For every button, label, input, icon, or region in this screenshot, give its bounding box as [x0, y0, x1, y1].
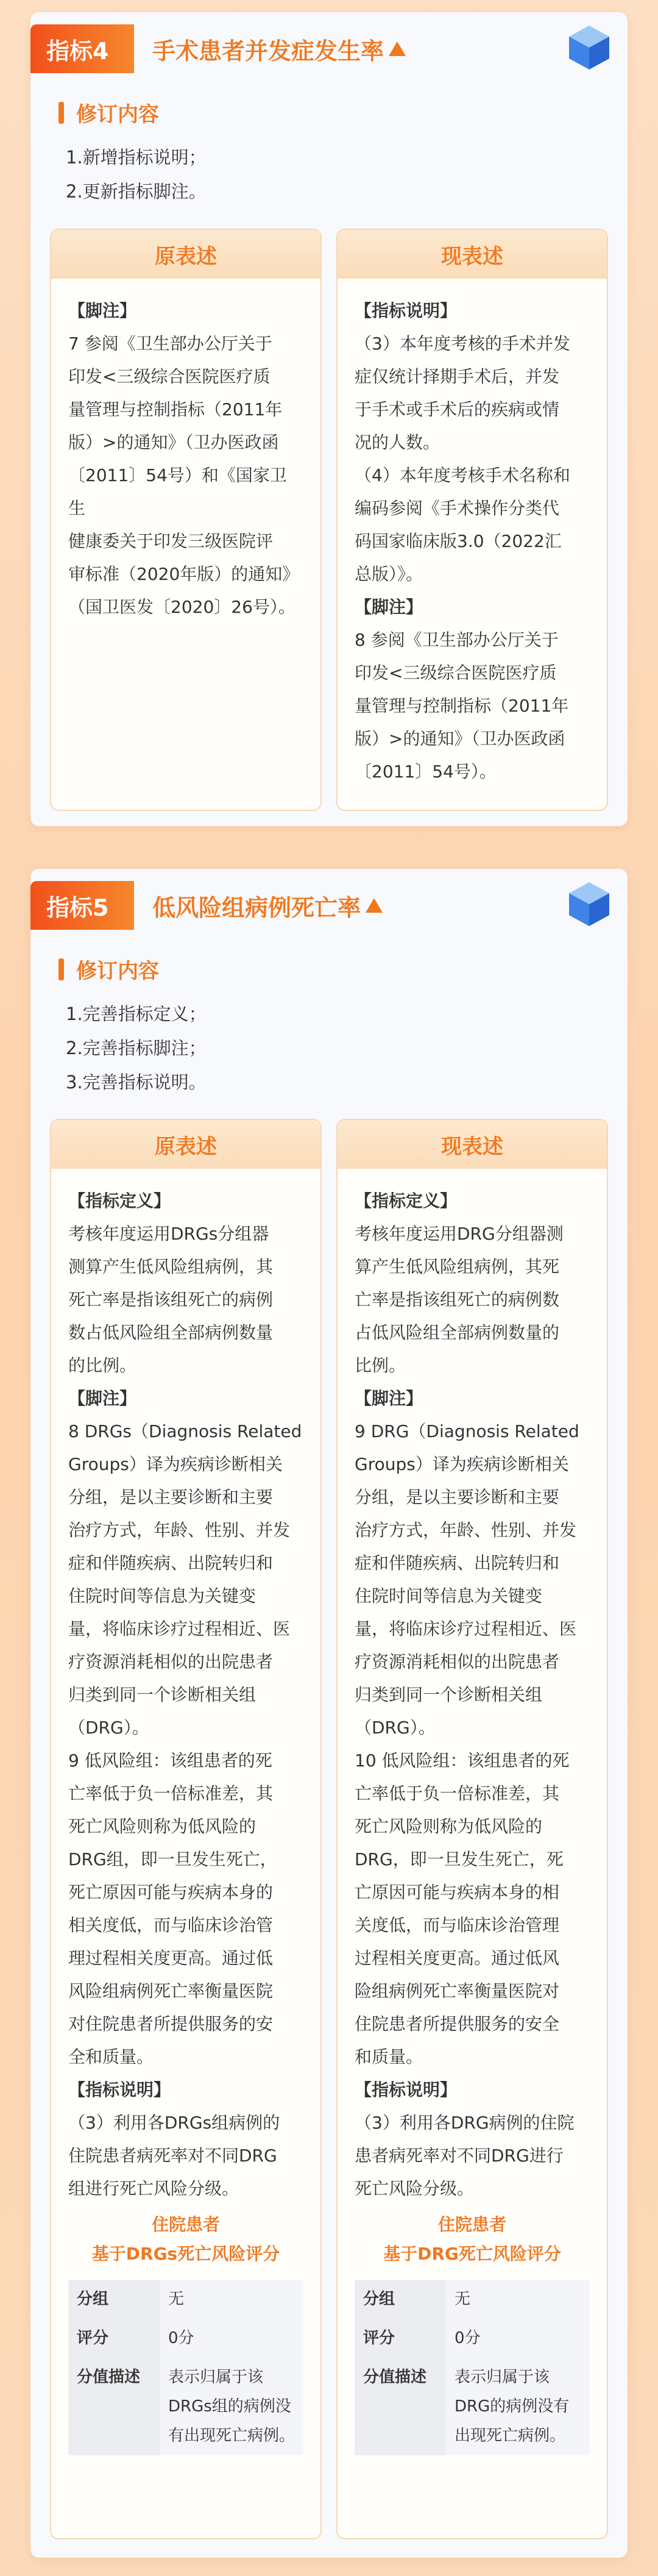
section-bar: [58, 102, 64, 124]
revision-list: [66, 997, 207, 1099]
column-text-line: （国卫医发〔2020〕26号）。: [68, 597, 295, 617]
column-text-line: 亡率低于负一倍标准差，其: [68, 1783, 274, 1804]
column-text-line: 风险组病例死亡率衡量医院: [68, 1981, 274, 2001]
column-text-line: 审标准（2020年版）的通知》: [68, 564, 300, 584]
column-header: 现表述: [338, 1120, 607, 1169]
column-text-line: 〔2011〕54号）。: [355, 762, 497, 782]
column-text-line: 况的人数。: [355, 432, 440, 452]
column-text-line: 住院时间等信息为关键变: [355, 1586, 543, 1606]
column-text-line: 的比例。: [68, 1355, 137, 1375]
column-text-line: 住院时间等信息为关键变: [68, 1586, 256, 1606]
section-heading: [58, 98, 159, 127]
table-row: [355, 2280, 590, 2319]
column-subheading: 【指标定义】: [355, 1191, 458, 1211]
column-text-line: 测算产生低风险组病例，其: [68, 1257, 274, 1277]
table-key: 分组: [68, 2280, 160, 2319]
column-subheading: 【脚注】: [68, 1388, 137, 1408]
column-text-line: 量，将临床诊疗过程相近、医: [68, 1619, 291, 1639]
column-text-line: 量，将临床诊疗过程相近、医: [355, 1619, 577, 1639]
column-text-line: 住院患者所提供服务的安全: [355, 2014, 560, 2034]
table-row: [68, 2319, 303, 2358]
indicator-title-text: 低风险组病例死亡率: [152, 894, 361, 921]
revision-item: 2.更新指标脚注。: [66, 181, 207, 202]
table-row: [355, 2319, 590, 2358]
column-text-line: （DRG）。: [355, 1718, 436, 1738]
revision-item: 1.新增指标说明；: [66, 147, 207, 168]
column-text-line: 相关度低，而与临床诊治管: [68, 1915, 274, 1935]
column-text-line: （3）本年度考核的手术并发: [355, 334, 570, 354]
column-text-line: 患者病死率对不同DRG进行: [355, 2146, 564, 2166]
table-key: 评分: [355, 2319, 446, 2358]
current-column: [336, 229, 608, 811]
column-subheading: 【脚注】: [355, 597, 423, 617]
column-text-line: DRG组，即一旦发生死亡，: [68, 1849, 277, 1869]
current-column: [336, 1119, 608, 2539]
section-bar: [58, 958, 64, 980]
column-text-line: 死亡风险则称为低风险的: [68, 1816, 256, 1836]
column-text-line: 9 DRG（Diagnosis Related: [355, 1421, 579, 1441]
column-text-line: 疗资源消耗相似的出院患者: [68, 1652, 274, 1672]
column-text-line: 比例。: [355, 1355, 406, 1375]
column-text-line: 〔2011〕54号）和《国家卫生: [68, 465, 287, 518]
column-header: 现表述: [338, 230, 607, 279]
table-value: 表示归属于该DRGs组的病例没有出现死亡病例。: [160, 2358, 303, 2455]
column-text-line: 版）>的通知》（卫办医政函: [355, 729, 565, 749]
column-text-line: 关度低，而与临床诊治管理: [355, 1915, 560, 1935]
table-key: 评分: [68, 2319, 160, 2358]
indicator-title: [152, 881, 383, 930]
column-text-line: Groups）译为疾病诊断相关: [68, 1454, 283, 1474]
indicator-card-4: [30, 12, 628, 826]
column-text-line: 8 DRGs（Diagnosis Related: [68, 1421, 302, 1441]
triangle-icon: [366, 898, 383, 913]
column-subheading: 【指标说明】: [355, 301, 458, 321]
column-text-line: 亡率是指该组死亡的病例数: [355, 1290, 560, 1310]
indicator-title-text: 手术患者并发症发生率: [152, 37, 384, 65]
score-block: [51, 2210, 320, 2455]
column-text-line: 考核年度运用DRGs分组器: [68, 1224, 269, 1244]
column-header: 原表述: [51, 230, 320, 279]
revision-item: 3.完善指标说明。: [66, 1072, 207, 1093]
column-text-line: 疗资源消耗相似的出院患者: [355, 1652, 560, 1672]
column-body: [338, 1169, 607, 2205]
column-text-line: 死亡原因可能与疾病本身的: [68, 1882, 274, 1902]
column-text-line: 险组病例死亡率衡量医院对: [355, 1981, 560, 2001]
column-text-line: 量管理与控制指标（2011年: [355, 696, 569, 716]
column-subheading: 【指标定义】: [68, 1191, 171, 1211]
column-text-line: 码国家临床版3.0（2022汇: [355, 531, 562, 551]
column-text-line: 占低风险组全部病例数量的: [355, 1322, 560, 1343]
column-text-line: 7 参阅《卫生部办公厅关于: [68, 334, 272, 354]
section-heading: [58, 954, 159, 984]
column-subheading: 【指标说明】: [355, 2080, 458, 2100]
column-text-line: 亡率低于负一倍标准差，其: [355, 1783, 560, 1804]
revision-list: [66, 140, 207, 209]
indicator-tag: 指标4: [30, 24, 134, 73]
column-text-line: 归类到同一个诊断相关组: [68, 1685, 256, 1705]
column-header: 原表述: [51, 1120, 320, 1169]
cube-icon: [567, 23, 612, 72]
column-text-line: 10 低风险组：该组患者的死: [355, 1750, 570, 1771]
cube-icon: [567, 880, 612, 929]
column-subheading: 【脚注】: [68, 301, 137, 321]
column-text-line: 死亡率是指该组死亡的病例: [68, 1290, 274, 1310]
column-text-line: 于手术或手术后的疾病或情: [355, 399, 560, 419]
column-text-line: 症仅统计择期手术后，并发: [355, 366, 560, 387]
table-key: 分值描述: [68, 2358, 160, 2455]
revision-item: 1.完善指标定义；: [66, 1004, 207, 1024]
column-subheading: 【脚注】: [355, 1388, 423, 1408]
table-value: 无: [160, 2280, 303, 2319]
column-text-line: 健康委关于印发三级医院评: [68, 531, 274, 551]
column-text-line: （3）利用各DRG病例的住院: [355, 2113, 575, 2133]
column-text-line: 分组，是以主要诊断和主要: [355, 1487, 560, 1507]
column-subheading: 【指标说明】: [68, 2080, 171, 2100]
column-text-line: 量管理与控制指标（2011年: [68, 399, 283, 419]
column-text-line: （3）利用各DRGs组病例的: [68, 2113, 280, 2133]
indicator-tag: 指标5: [30, 881, 134, 930]
table-value: 表示归属于该DRG的病例没有出现死亡病例。: [446, 2358, 590, 2455]
column-body: [51, 279, 320, 624]
column-text-line: 印发<三级综合医院医疗质: [355, 663, 557, 683]
column-text-line: （DRG）。: [68, 1718, 149, 1738]
column-text-line: 死亡风险则称为低风险的: [355, 1816, 543, 1836]
column-text-line: 归类到同一个诊断相关组: [355, 1685, 543, 1705]
column-text-line: 症和伴随疾病、出院转归和: [68, 1553, 274, 1573]
column-body: [338, 279, 607, 788]
column-text-line: 分组，是以主要诊断和主要: [68, 1487, 274, 1507]
column-text-line: 治疗方式，年龄、性别、并发: [68, 1520, 291, 1540]
section-title: 修订内容: [76, 102, 159, 127]
indicator-title: [152, 24, 406, 73]
score-subtitle: 基于DRG死亡风险评分: [383, 2244, 561, 2264]
table-row: [68, 2280, 303, 2319]
table-row: [355, 2358, 590, 2455]
column-text-line: 过程相关度更高。通过低风: [355, 1948, 560, 1968]
column-text-line: 编码参阅《手术操作分类代: [355, 498, 560, 518]
score-subtitle: 住院患者: [437, 2214, 506, 2235]
original-column: [50, 229, 322, 811]
table-value: 0分: [160, 2319, 303, 2358]
table-value: 0分: [446, 2319, 590, 2358]
column-text-line: 症和伴随疾病、出院转归和: [355, 1553, 560, 1573]
column-text-line: 死亡风险分级。: [355, 2178, 475, 2199]
revision-item: 2.完善指标脚注；: [66, 1038, 207, 1058]
column-text-line: 算产生低风险组病例，其死: [355, 1257, 560, 1277]
table-value: 无: [446, 2280, 590, 2319]
section-title: 修订内容: [76, 959, 159, 983]
score-subtitle: 基于DRGs死亡风险评分: [91, 2244, 280, 2264]
table-row: [68, 2358, 303, 2455]
score-subtitle: 住院患者: [151, 2214, 220, 2235]
column-text-line: DRG，即一旦发生死亡，死: [355, 1849, 564, 1869]
column-text-line: 对住院患者所提供服务的安: [68, 2014, 274, 2034]
column-text-line: 住院患者病死率对不同DRG: [68, 2146, 277, 2166]
original-column: [50, 1119, 322, 2539]
triangle-icon: [389, 41, 406, 56]
score-table: [68, 2280, 303, 2455]
column-text-line: 理过程相关度更高。通过低: [68, 1948, 274, 1968]
column-text-line: Groups）译为疾病诊断相关: [355, 1454, 569, 1474]
table-key: 分组: [355, 2280, 446, 2319]
column-text-line: 8 参阅《卫生部办公厅关于: [355, 630, 559, 650]
column-text-line: 全和质量。: [68, 2047, 154, 2067]
score-block: [338, 2210, 607, 2455]
column-text-line: 和质量。: [355, 2047, 423, 2067]
column-text-line: 印发<三级综合医院医疗质: [68, 366, 271, 387]
column-text-line: （4）本年度考核手术名称和: [355, 465, 570, 485]
column-text-line: 数占低风险组全部病例数量: [68, 1322, 274, 1343]
column-text-line: 9 低风险组：该组患者的死: [68, 1750, 272, 1771]
column-text-line: 考核年度运用DRG分组器测: [355, 1224, 564, 1244]
table-key: 分值描述: [355, 2358, 446, 2455]
indicator-card-5: [30, 869, 628, 2558]
score-table: [355, 2280, 590, 2455]
column-text-line: 总版）》。: [355, 564, 423, 584]
column-text-line: 组进行死亡风险分级。: [68, 2178, 239, 2199]
column-text-line: 版）>的通知》（卫办医政函: [68, 432, 279, 452]
column-text-line: 治疗方式，年龄、性别、并发: [355, 1520, 577, 1540]
column-text-line: 亡原因可能与疾病本身的相: [355, 1882, 560, 1902]
column-body: [51, 1169, 320, 2205]
